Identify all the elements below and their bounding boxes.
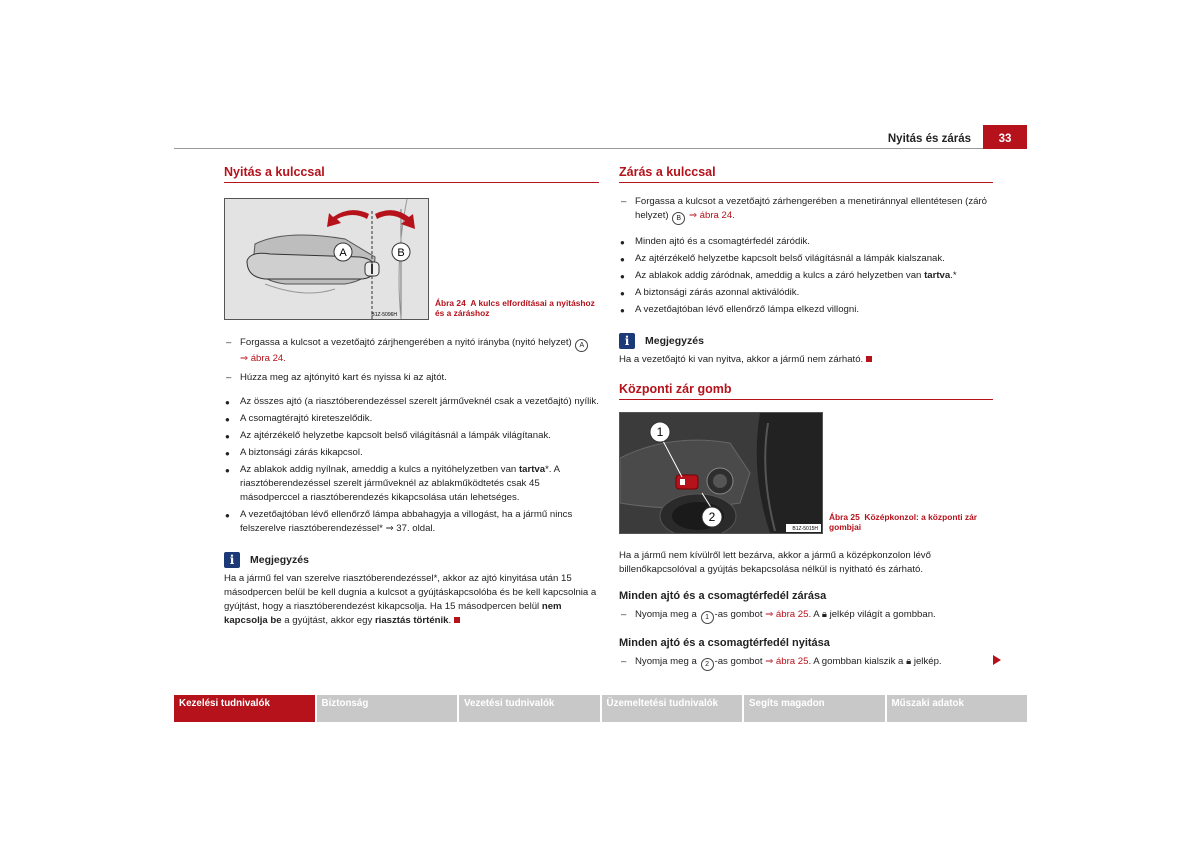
tab-vezetesi-tudnivalok[interactable]: Vezetési tudnivalók [459,695,600,722]
tab-uzemeltetesi-tudnivalok[interactable]: Üzemeltetési tudnivalók [602,695,743,722]
figure-label-1: 1 [656,425,664,439]
circle-label: B [672,212,685,225]
tab-kezelesi-tudnivalok[interactable]: Kezelési tudnivalók [174,695,315,722]
figure-label-a: A [339,247,347,259]
caption-text: A kulcs elfordításai a nyitáshoz és a záráshoz [435,298,595,318]
right-column [619,165,993,400]
bullet-item: ● Az ablakok addig záródnak, ameddig a kulcs a záró helyzetben van tartva.* [620,270,957,281]
circle-label: 1 [701,611,714,624]
door-handle-illustration [225,199,428,319]
paragraph: Ha a jármű nem kívülről lett bezárva, akkor a jármű a középkonzolon lévő billenőkapcsolóval a gyújtás bekapcsolása nélkül is nyitható és zárható. [619,550,931,575]
info-icon: i [224,552,240,568]
figure-link[interactable]: ⇒ ábra 24. [688,210,735,221]
header-rule [174,148,983,149]
figure-25 [619,412,823,534]
step-item: – Forgassa a kulcsot a vezetőajtó zárhengerében a menetiránnyal ellentétesen (zárό helyzet) B ⇒ ábra 24. [619,195,993,225]
figure-code: B1Z-5015H [792,526,818,532]
section-title-central-lock-button: Központi zár gomb [619,382,993,400]
figure-label-2: 2 [708,510,716,524]
end-square-icon [454,617,460,623]
page-number: 33 [983,125,1027,149]
section-title-locking-with-key: Zárás a kulccsal [619,165,993,183]
note-text: Ha a jármű fel van szerelve riasztóberendezéssel*, akkor az ajtó kinyitása után 15 másodpercen belül be kell dugnia a kulcsot a gyújtáskapcsolóba és be kell kapcsolnia a gyújtást, hogy a riasztóberendezést kikapcsolja. Ha 15 másodpercen belül nem kapcsolja be a gyújtást, akkor egy riasztás történik. [224,573,597,626]
figure-label-b: B [397,247,405,259]
step-item: – Nyomja meg a 1 -as gombot ⇒ ábra 25. A 🔒︎ jelkép világít a gombban. [619,608,993,624]
note-box [224,552,600,628]
bullet-item: ● Minden ajtó és a csomagtérfedél záródik. [620,236,810,247]
bullet-item: ● A biztonsági zárás kikapcsol. [225,447,363,458]
caption-text: Középkonzol: a központi zár gombjai [829,512,977,532]
figure-link[interactable]: ⇒ ábra 25. [765,656,812,667]
end-square-icon [866,356,872,362]
center-console-illustration [620,413,822,533]
caption-number: Ábra 24 [435,298,466,308]
tab-biztonsag[interactable]: Biztonság [317,695,458,722]
left-column [224,165,599,183]
note-header [224,552,600,568]
subheading-lock-all: Minden ajtó és a csomagtérfedél zárása [619,590,827,602]
figure-code: B1Z-5096H [371,312,397,318]
note-title: Megjegyzés [250,554,309,566]
bullet-item: ● A vezetőajtóban lévő ellenőrző lámpa abbahagyja a villogást, ha a jármű nincs felszerelve riasztóberendezéssel* ⇒ 37. oldal. [225,509,573,534]
bullet-item: ● A csomagtérajtó kireteszelődik. [225,413,373,424]
note-title: Megjegyzés [645,335,704,347]
step-item: – Húzza meg az ajtónyitó kart és nyissa ki az ajtót. [226,372,447,383]
tab-muszaki-adatok[interactable]: Műszaki adatok [887,695,1028,722]
figure-link[interactable]: ⇒ ábra 24. [240,353,286,364]
left-body [224,336,600,628]
right-body [619,549,993,671]
running-header-title: Nyitás és zárás [887,133,971,145]
bullet-item: ● Az összes ajtó (a riasztóberendezéssel szerelt járműveknél csak a vezetőajtó) nyílik. [225,396,599,407]
tab-segits-magadon[interactable]: Segíts magadon [744,695,885,722]
figure-24 [224,198,429,320]
figure-link[interactable]: ⇒ ábra 25. [765,609,812,620]
bullet-item: ● A biztonsági zárás azonnal aktiválódik. [620,287,800,298]
bullet-item: ● Az ajtérzékelő helyzetbe kapcsolt belső világításnál a lámpák világítanak. [225,430,551,441]
step-item: – Nyomja meg a 2 -as gombot ⇒ ábra 25. A gombban kialszik a 🔒︎ jelkép. [619,655,993,671]
circle-label: A [575,339,588,352]
lock-icon: 🔒︎ [906,656,912,667]
lock-icon: 🔒︎ [821,609,827,620]
bullet-item: ● Az ajtérzékelő helyzetbe kapcsolt belső világításnál a lámpák kialszanak. [620,253,945,264]
figure-25-caption [829,512,994,532]
chapter-tab-bar [174,695,1027,722]
continue-arrow-icon [993,655,1001,665]
subheading-unlock-all: Minden ajtó és a csomagtérfedél nyitása [619,637,830,649]
bullet-item: ● A vezetőajtóban lévő ellenőrző lámpa elkezd villogni. [620,304,859,315]
circle-label: 2 [701,658,714,671]
caption-number: Ábra 25 [829,512,860,522]
note-box [619,333,993,367]
section-title-opening-with-key: Nyitás a kulccsal [224,165,599,183]
info-icon: i [619,333,635,349]
bullet-item: ● Az ablakok addig nyílnak, ameddig a kulcs a nyitóhelyzetben van tartva*. A riasztóberendezéssel szerelt járműveknél az ablakműködtetés csak 45 másodperccel a riasztóberendezés kikapcsolása után lehetséges. [225,464,560,503]
step-item: – Forgassa a kulcsot a vezetőajtó zárjhengerében a nyitó irányba (nyitó helyzet) A ⇒ ábra 24. [224,336,600,366]
note-header [619,333,993,349]
note-text: Ha a vezetőajtó ki van nyitva, akkor a jármű nem zárható. [619,353,993,367]
figure-24-caption [435,298,605,318]
